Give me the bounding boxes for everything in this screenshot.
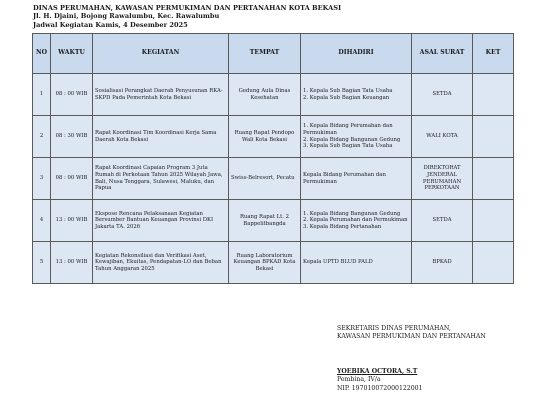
cell-no: 5 [33, 242, 51, 284]
signatory-title-line1: SEKRETARIS DINAS PERUMAHAN, [337, 325, 451, 332]
agency-name: DINAS PERUMAHAN, KAWASAN PERMUKIMAN DAN PERTANAHAN KOTA BEKASI [33, 4, 342, 12]
cell-ket [473, 158, 514, 200]
attendee-line: 3. Kepala Sub Bagian Tata Usaha [303, 143, 393, 150]
cell-dihadiri [301, 242, 412, 284]
attendee-line: Kepala UPTD BLUD PALD [303, 259, 373, 266]
cell-asal-surat: SETDA [412, 200, 473, 242]
header-ket: KET [473, 34, 514, 74]
cell-no: 1 [33, 74, 51, 116]
cell-no: 2 [33, 116, 51, 158]
attendee-line: 2. Kepala Perumahan dan Permukiman [303, 217, 408, 224]
cell-tempat: Swiss-Belresort, Pecatu [229, 158, 301, 200]
cell-ket [473, 116, 514, 158]
table-row [33, 116, 514, 158]
cell-kegiatan: Ekspose Rencana Pelaksanaan Kegiatan Bersumber Bantuan Keuangan Provinsi DKI Jakarta TA. 2026 [93, 200, 229, 242]
table-row [33, 200, 514, 242]
cell-asal-surat: SETDA [412, 74, 473, 116]
table-header-row [33, 34, 514, 74]
header-kegiatan: KEGIATAN [93, 34, 229, 74]
table-row [33, 242, 514, 284]
cell-tempat: Ruang Rapat Lt. 2 Bappelitbangda [229, 200, 301, 242]
cell-ket [473, 242, 514, 284]
attendee-line: 3. Kepala Bidang Pertanahan [303, 223, 382, 230]
cell-asal-surat: BPKAD [412, 242, 473, 284]
signatory-nip: NIP. 197010072000122001 [337, 384, 423, 392]
cell-dihadiri [301, 74, 412, 116]
cell-tempat: Ruang Laboratorium Keuangan BPKAD Kota Bekasi [229, 242, 301, 284]
cell-asal-surat: WALI KOTA [412, 116, 473, 158]
document-header [33, 4, 341, 29]
cell-tempat: Gedung Aula Dinas Kesehatan [229, 74, 301, 116]
header-dihadiri: DIHADIRI [301, 34, 412, 74]
attendee-line: 1. Kepala Bidang Bangunan Gedung [303, 210, 401, 217]
header-no: NO [33, 34, 51, 74]
table-row [33, 158, 514, 200]
table-row [33, 74, 514, 116]
attendee-line: 2. Kepala Bidang Bangunan Gedung [303, 136, 401, 143]
cell-ket [473, 200, 514, 242]
cell-asal-surat: DIREKTORAT JENDERAL PERUMAHAN PERKOTAAN [412, 158, 473, 200]
attendee-line: 2. Kepala Sub Bagian Keuangan [303, 94, 390, 101]
cell-kegiatan: Sosialisasi Perangkat Daerah Penyusunan RKA-SKPD Pada Pemerintah Kota Bekasi [93, 74, 229, 116]
attendee-line: 1. Kepala Bidang Perumahan dan Permukiman [303, 123, 393, 136]
attendee-line: Kepala Bidang Perumahan dan Permukiman [303, 171, 386, 185]
cell-waktu: 13 : 00 WIB [51, 200, 93, 242]
header-asal-surat: ASAL SURAT [412, 34, 473, 74]
cell-kegiatan: Rapat Koordinasi Tim Koordinasi Kerja Sama Daerah Kota Bekasi [93, 116, 229, 158]
cell-dihadiri [301, 200, 412, 242]
cell-no: 4 [33, 200, 51, 242]
header-waktu: WAKTU [51, 34, 93, 74]
cell-dihadiri [301, 158, 412, 200]
schedule-table [32, 33, 514, 284]
cell-kegiatan: Kegiatan Rekonsiliasi dan Verifikasi Aset, Kewajiban, Ekuitas, Pendapatan-LO dan Beban Tahun Anggaran 2025 [93, 242, 229, 284]
signature-block [337, 325, 486, 393]
signatory-title-line2: KAWASAN PERMUKIMAN DAN PERTANAHAN [337, 333, 486, 341]
cell-waktu: 08 : 00 WIB [51, 74, 93, 116]
signatory-name: YOEBIKA OCTORA, S.T [337, 367, 418, 375]
cell-kegiatan: Rapat Koordinasi Capaian Program 3 Juta Rumah di Perkotaan Tahun 2025 Wilayah Jawa, Bali, Nusa Tenggara, Sulawesi, Maluku, dan Papua [93, 158, 229, 200]
cell-waktu: 13 : 00 WIB [51, 242, 93, 284]
cell-no: 3 [33, 158, 51, 200]
cell-ket [473, 74, 514, 116]
cell-tempat: Ruang Rapat Pendopo Wali Kota Bekasi [229, 116, 301, 158]
cell-waktu: 08 : 00 WIB [51, 158, 93, 200]
header-tempat: TEMPAT [229, 34, 301, 74]
attendee-line: 1. Kepala Sub Bagian Tata Usaha [303, 87, 393, 94]
cell-dihadiri [301, 116, 412, 158]
agency-address: Jl. H. Djaini, Bojong Rawalumbu, Kec. Rawalumbu [33, 12, 220, 21]
cell-waktu: 08 : 30 WIB [51, 116, 93, 158]
schedule-title: Jadwal Kegiatan Kamis, 4 Desember 2025 [33, 20, 188, 29]
signatory-rank: Pembina, IV/a [337, 376, 381, 384]
